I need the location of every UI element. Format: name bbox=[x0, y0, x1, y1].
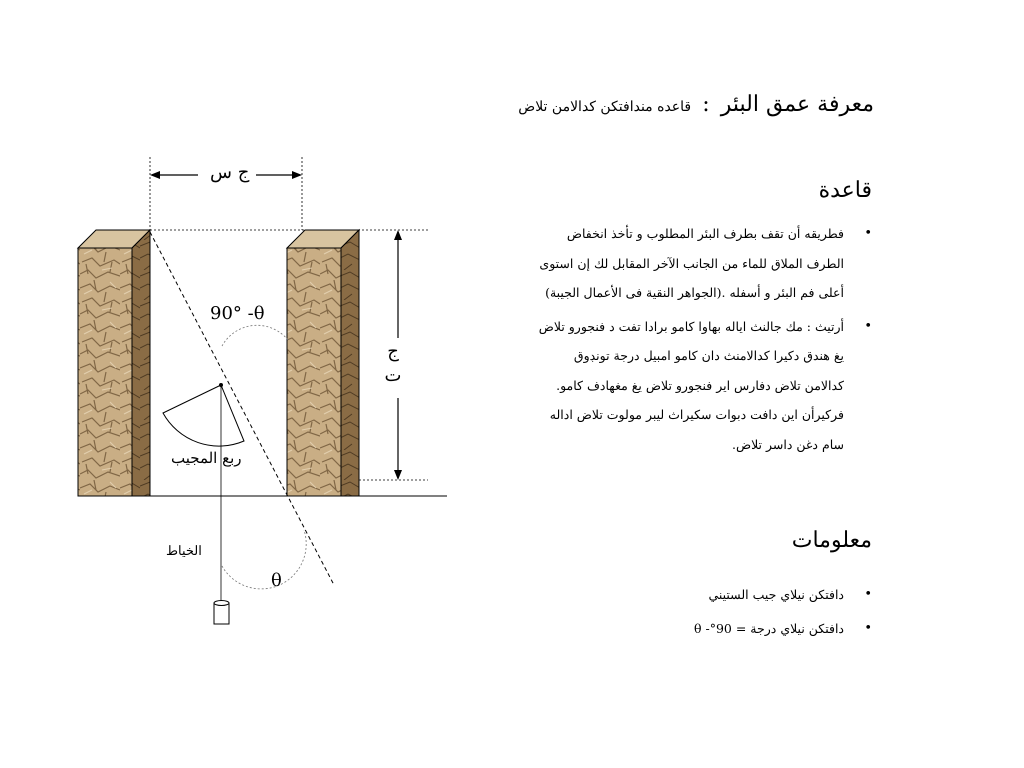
bullet-dot-icon: • bbox=[864, 226, 872, 241]
quadrant-label: ربع المجيب bbox=[171, 449, 242, 467]
width-label: ج س bbox=[210, 162, 250, 183]
title-main: معرفة عمق البئر bbox=[720, 92, 874, 117]
bullet-dot-icon: • bbox=[864, 620, 872, 636]
rule-list bbox=[532, 219, 872, 463]
rule-bullet-1 bbox=[532, 219, 872, 308]
rule-bullet-text: أرتيث : مك جالنث اياله بهاوا كامو برادا تفت د فنجورو تلاض يغ هندق دكيرا كدالامنث دان كامو امبيل درجة تونڊوق كدالامن تلاض دفارس اير فنجورو تلاض يغ مغهادف كامو. فركيرأن اين دافت دبوات سكيراث ليبر مولوت تلاض اداله سام دغن داسر تلاض. bbox=[538, 318, 844, 452]
info-list bbox=[512, 580, 872, 647]
plumb-bob bbox=[214, 601, 229, 625]
title-colon: : bbox=[702, 92, 710, 117]
upper-angle-arc bbox=[222, 325, 288, 346]
right-wall bbox=[287, 230, 359, 496]
info-bullet-2 bbox=[512, 614, 872, 644]
theta-label: θ bbox=[271, 570, 282, 591]
thread-label: الخياط bbox=[166, 544, 202, 559]
lower-angle-arc bbox=[222, 530, 306, 589]
depth-label bbox=[384, 340, 402, 388]
left-wall bbox=[78, 230, 150, 496]
depth-label-bottom: ت bbox=[384, 365, 402, 386]
rule-bullet-2 bbox=[532, 312, 872, 460]
info-bullet-text: دافتكن نيلاي جيب الستيني bbox=[708, 587, 844, 602]
bullet-dot-icon: • bbox=[864, 318, 872, 334]
rule-heading: قاعدة bbox=[818, 178, 872, 203]
rule-bullet-text: فطريقه أن تقف بطرف البئر المطلوب و تأخذ انخفاض الطرف الملاق للماء من الجانب الآخر المقابل لك إن استوى أعلى فم البئر و أسفله .(الجواهر النقية فى الأعمال الجيبة) bbox=[539, 226, 844, 300]
info-bullet-1 bbox=[512, 580, 872, 610]
bullet-dot-icon: • bbox=[864, 587, 872, 602]
depth-label-top: ج bbox=[387, 341, 399, 362]
title-subtitle: قاعده مندافتكن كدالامن تلاض bbox=[518, 99, 692, 115]
quadrant-instrument bbox=[163, 383, 244, 446]
info-bullet-text: دافتكن نيلاي درجة = θ -°90 bbox=[694, 620, 844, 636]
angle-label: 90° -θ bbox=[210, 303, 265, 324]
info-heading: معلومات bbox=[791, 528, 872, 553]
